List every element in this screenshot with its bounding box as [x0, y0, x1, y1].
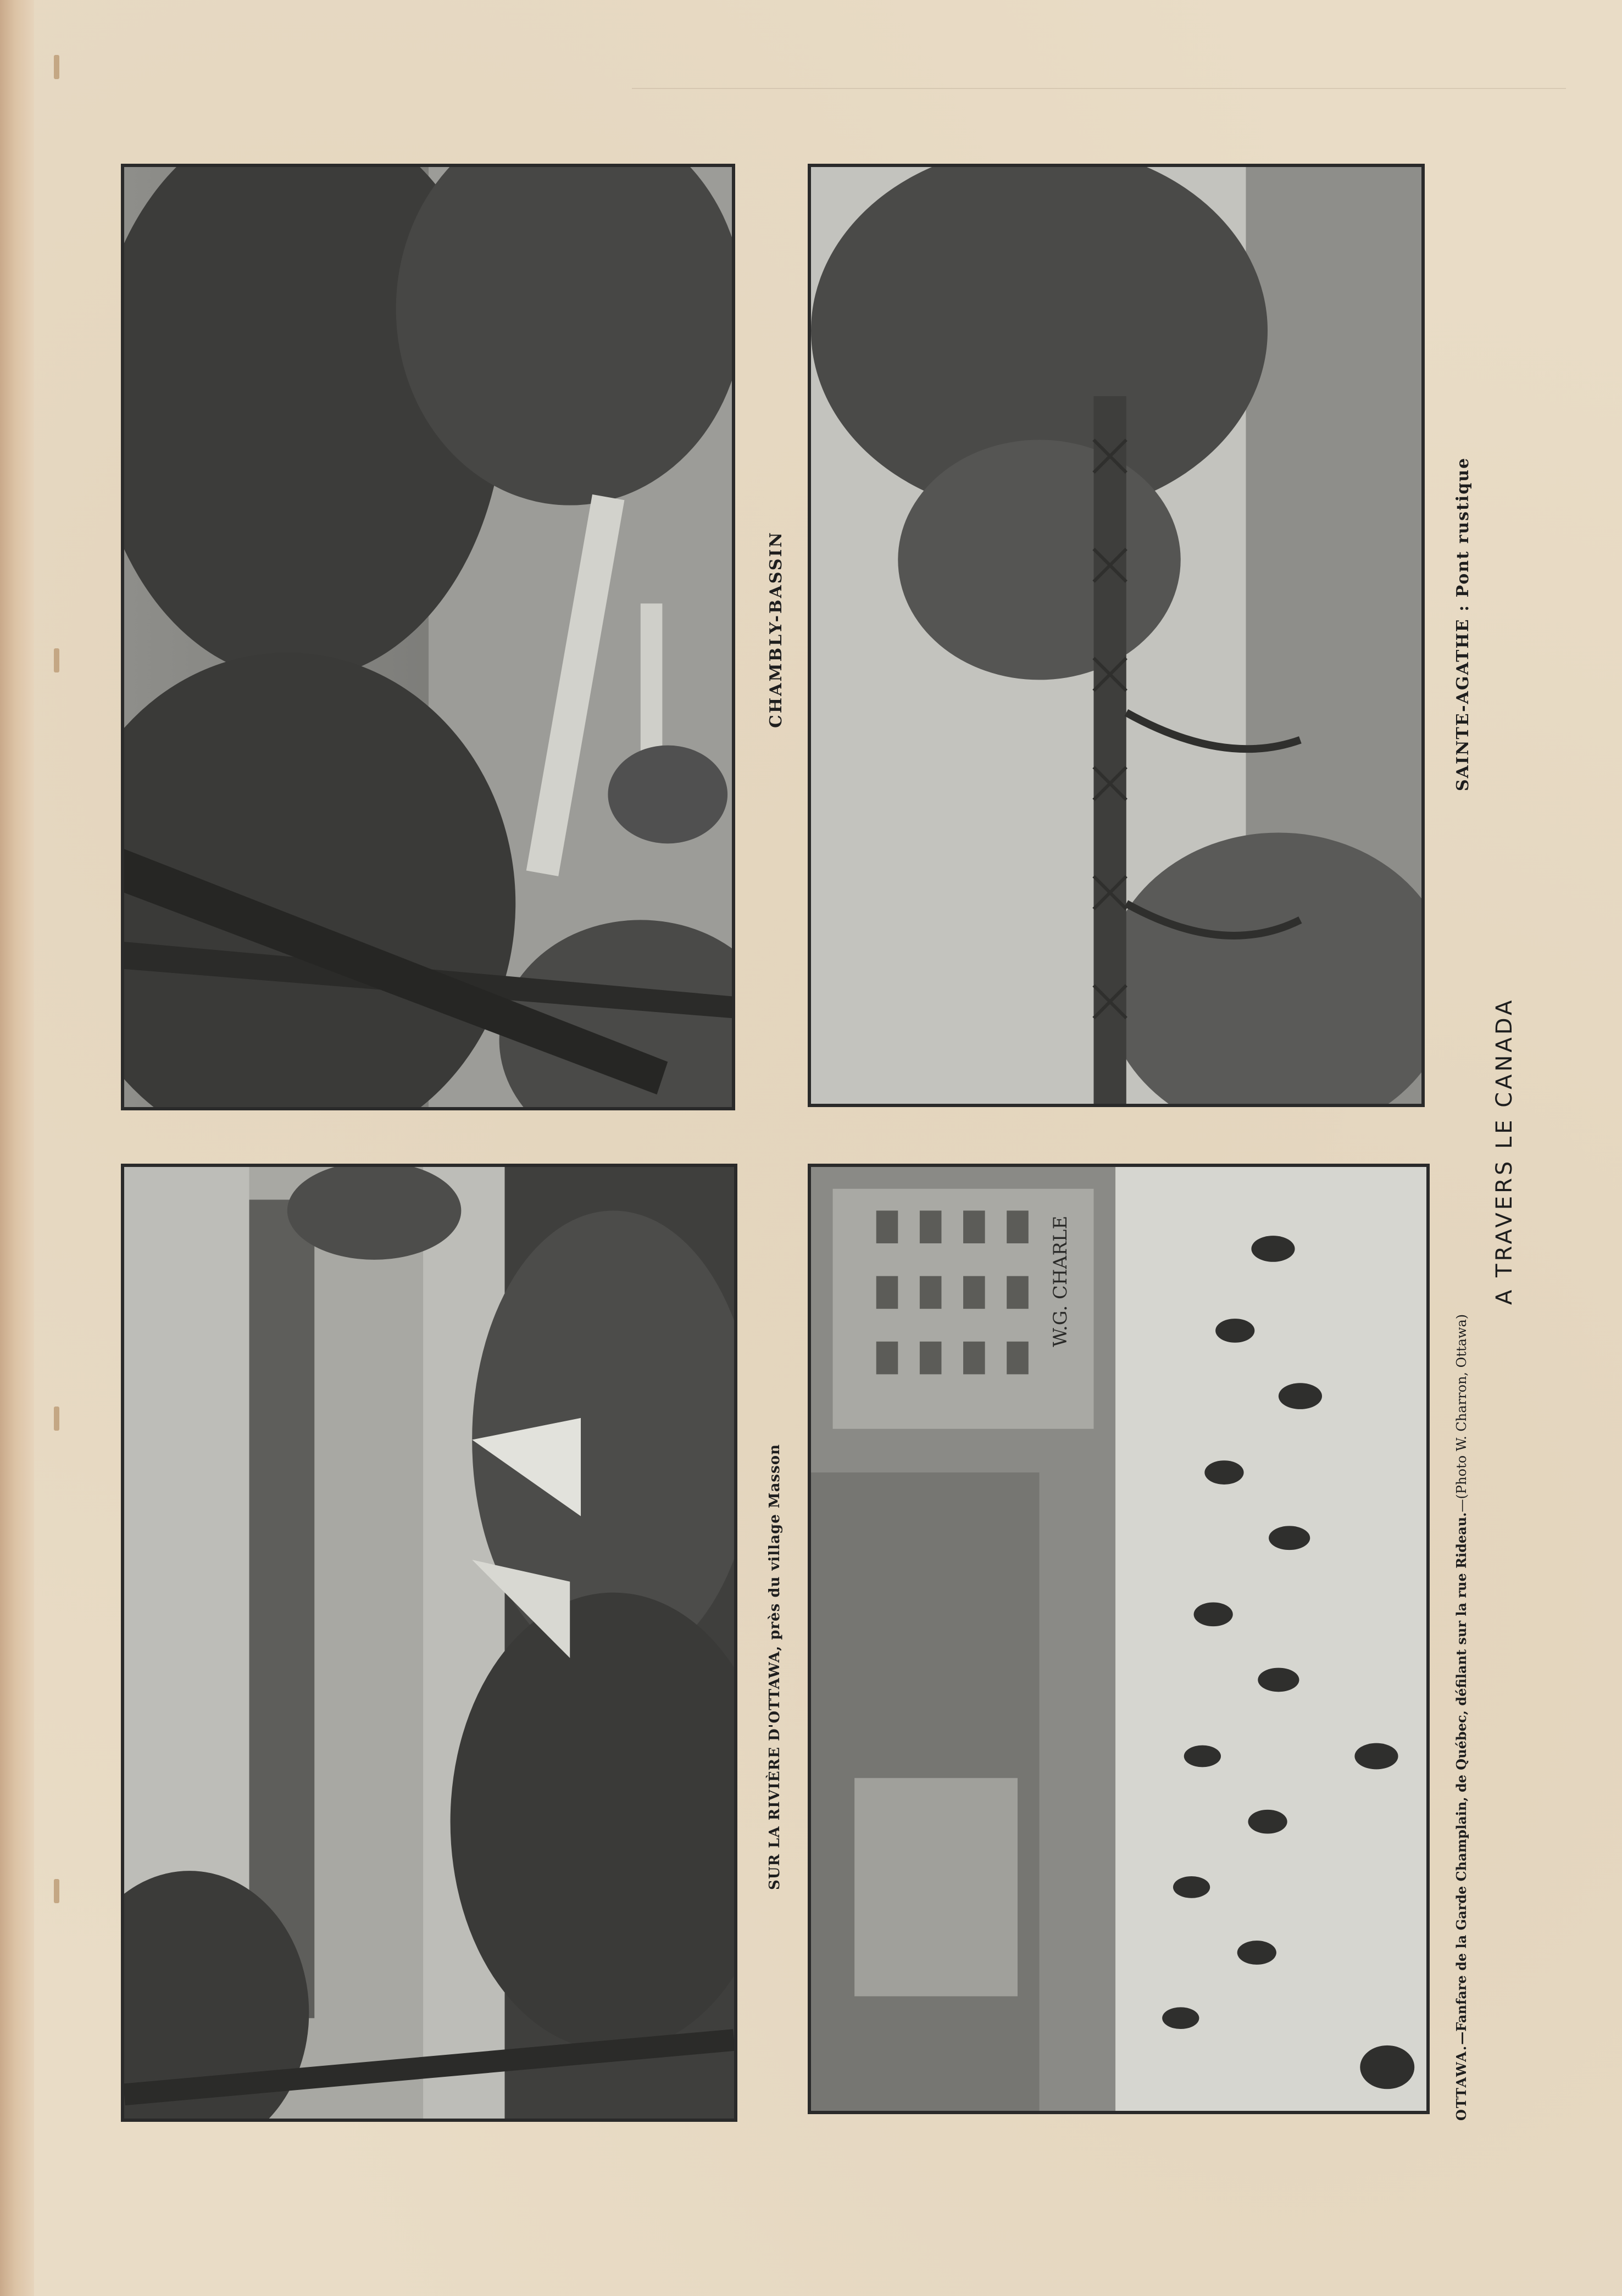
- caption-ottawa-fanfare: [1453, 1314, 1469, 2121]
- binding-stitch: [54, 648, 59, 672]
- caption-ottawa-lead: OTTAWA.: [1453, 2044, 1469, 2121]
- page-binding-edge: [0, 0, 34, 2296]
- caption-sainte-agathe: SAINTE-AGATHE : Pont rustique: [1453, 457, 1473, 791]
- caption-chambly-bassin: CHAMBLY-BASSIN: [766, 531, 786, 728]
- caption-ottawa-body: —Fanfare de la Garde Champlain, de Québec, défilant sur la rue Rideau.: [1453, 1512, 1469, 2045]
- photo-ottawa-fanfare: [808, 1164, 1430, 2114]
- binding-stitch: [54, 55, 59, 79]
- binding-stitch: [54, 1879, 59, 1903]
- section-title: A TRAVERS LE CANADA: [1492, 997, 1517, 1305]
- photo-sainte-agathe-bridge: [808, 164, 1425, 1107]
- storefront-sign-text: W.G. CHARLE: [1049, 1215, 1071, 1347]
- photo-chambly-bassin: [121, 164, 735, 1110]
- binding-stitch: [54, 1406, 59, 1431]
- caption-riviere-ottawa: SUR LA RIVIÈRE D'OTTAWA, près du village Masson: [766, 1444, 783, 1890]
- photo-riviere-ottawa: [121, 1164, 737, 2122]
- faint-masthead-rule: [632, 88, 1566, 89]
- caption-ottawa-credit: —(Photo W. Charron, Ottawa): [1454, 1314, 1469, 1513]
